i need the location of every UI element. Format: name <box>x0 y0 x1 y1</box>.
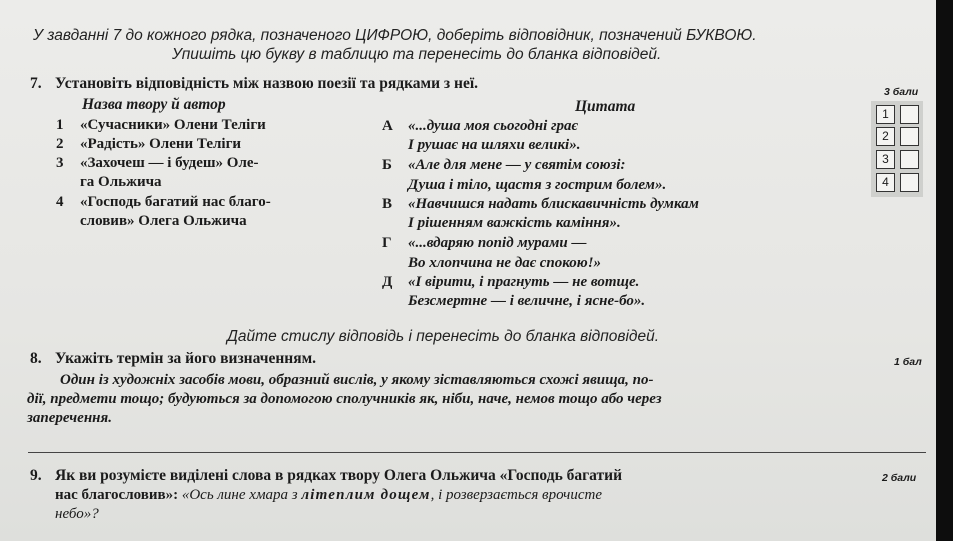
left-item-title-cont: словив» Олега Ольжича <box>80 213 247 229</box>
quote-line: «...вдаряю попід мурами — <box>408 235 587 251</box>
task7-left-header: Назва твору й автор <box>82 96 226 113</box>
left-item-number: 4 <box>56 194 64 210</box>
task9-line3: небо»? <box>55 506 99 522</box>
task9-points: 2 бали <box>882 472 917 484</box>
left-item-title: «Сучасники» Олени Теліги <box>80 117 266 133</box>
task8-definition-line: Один із художніх засобів мови, образний вислів, у якому зіставляються схожі явища, по- <box>60 372 654 388</box>
task8-question: Укажіть термін за його визначенням. <box>55 350 317 367</box>
task9-line2 <box>55 487 602 504</box>
task9-quote-b: , і розверзається врочисте <box>430 487 602 503</box>
task8-number: 8. <box>30 350 42 367</box>
grid-label: 1 <box>876 105 895 124</box>
quote-line: Во хлопчина не дає спокою!» <box>408 255 602 271</box>
task9-quote-a: «Ось лине хмара з <box>181 487 302 503</box>
answer-cell-3[interactable] <box>900 150 919 169</box>
quote-letter: А <box>382 118 393 134</box>
task9-number: 9. <box>30 467 42 484</box>
quote-line: «Навчишся надать блискавичність думкам <box>408 196 699 212</box>
left-item-title: «Радість» Олени Теліги <box>80 136 242 152</box>
task8-definition-line: дії, предмети тощо; будуються за допомогою сполучників як, ніби, наче, немов тощо або через <box>27 391 662 407</box>
task8-definition-line: заперечення. <box>27 410 112 426</box>
left-item-title: «Захочеш — і будеш» Оле- <box>80 155 259 171</box>
answer-cell-1[interactable] <box>900 105 919 124</box>
grid-label: 2 <box>876 127 895 146</box>
quote-line: «...душа моя сьогодні грає <box>408 118 578 134</box>
task7-right-header: Цитата <box>575 98 636 115</box>
quote-line: «Але для мене — у святім союзі: <box>408 157 626 173</box>
task9-quote-bold: літеплим дощем <box>301 487 431 503</box>
instruction-line-1: У завданні 7 до кожного рядка, позначеного ЦИФРОЮ, доберіть відповідник, позначений БУКВОЮ. <box>33 27 757 44</box>
left-item-number: 3 <box>56 155 64 171</box>
task7-number: 7. <box>30 75 42 92</box>
task9-question: Як ви розумієте виділені слова в рядках твору Олега Ольжича «Господь багатий <box>55 467 622 484</box>
section-subheading: Дайте стислу відповідь і перенесіть до бланка відповідей. <box>227 328 660 345</box>
scan-edge <box>936 0 953 541</box>
answer-cell-4[interactable] <box>900 173 919 192</box>
left-item-number: 1 <box>56 117 64 133</box>
left-item-title: «Господь багатий нас благо- <box>80 194 271 210</box>
task9-line2-start: нас благословив»: <box>55 487 179 503</box>
quote-letter: Д <box>382 274 393 290</box>
task7-question: Установіть відповідність між назвою поезії та рядками з неї. <box>55 75 479 92</box>
grid-label: 4 <box>876 173 895 192</box>
quote-letter: Г <box>382 235 392 251</box>
quote-line: «І вірити, і прагнуть — не вотще. <box>408 274 640 290</box>
quote-letter: В <box>382 196 393 212</box>
quote-line: Безсмертне — і величне, і ясне-бо». <box>408 293 646 309</box>
quote-line: Душа і тіло, щастя з гострим болем». <box>408 177 667 193</box>
grid-label: 3 <box>876 150 895 169</box>
answer-cell-2[interactable] <box>900 127 919 146</box>
task7-points: 3 бали <box>884 86 919 98</box>
instruction-line-2: Упишіть цю букву в таблицю та перенесіть до бланка відповідей. <box>172 46 662 63</box>
answer-line[interactable] <box>28 452 926 453</box>
task8-points: 1 бал <box>894 356 922 368</box>
left-item-number: 2 <box>56 136 64 152</box>
left-item-title-cont: га Ольжича <box>80 174 162 190</box>
quote-line: І рішенням важкість каміння». <box>408 215 621 231</box>
quote-line: І рушає на шляхи великі». <box>408 137 581 153</box>
quote-letter: Б <box>382 157 392 173</box>
